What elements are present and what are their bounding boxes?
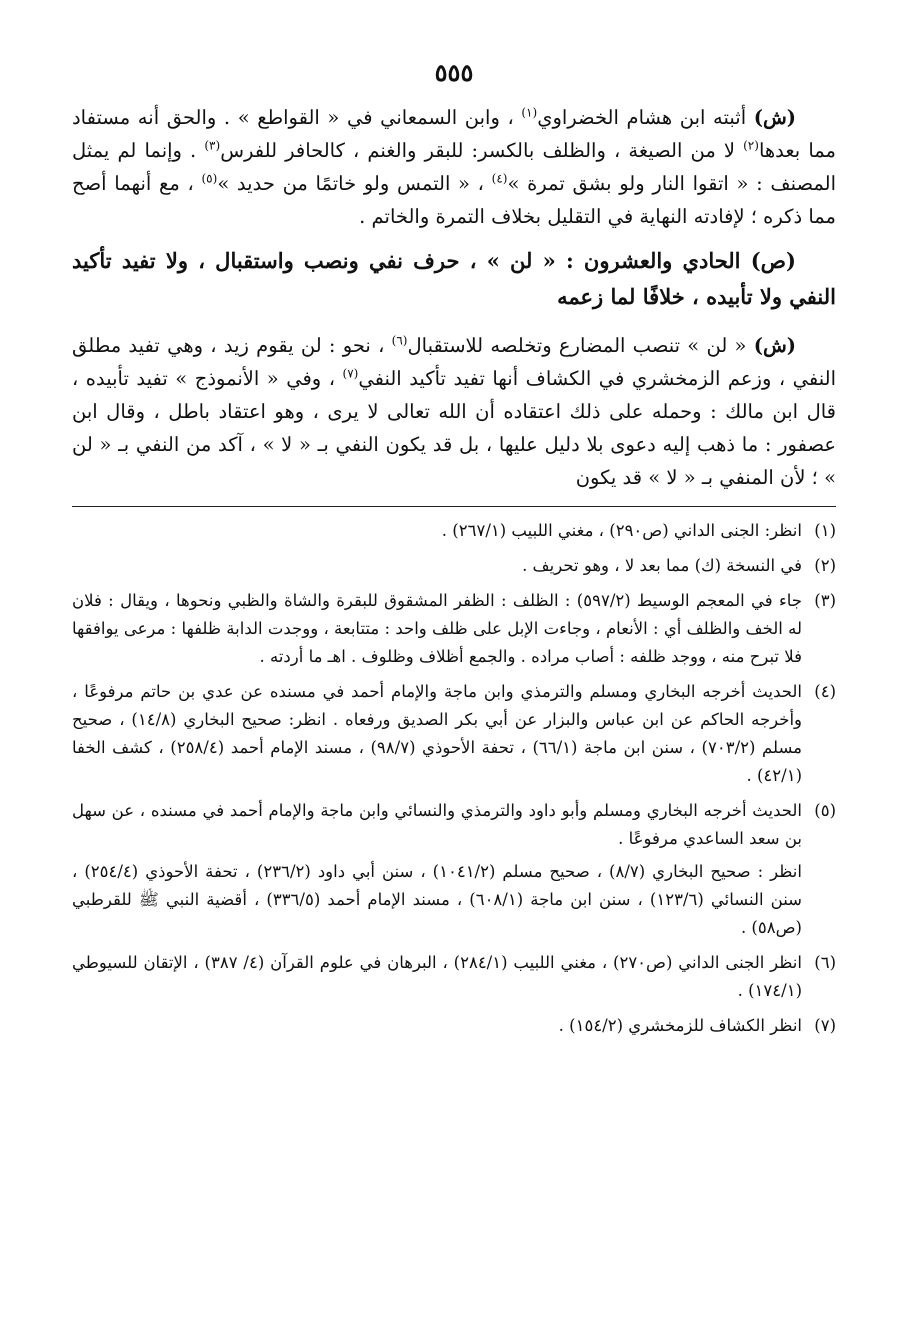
footnote-number: (٥) [814,801,836,820]
text-segment: « لن » تنصب المضارع وتخلصه للاستقبال [407,334,754,357]
text-segment: ، نحو : لن يقوم زيد ، وهي تفيد مطلق النفي ، وزعم الزمخشري في الكشاف أنها تفيد تأكيد النفي [72,334,837,390]
footnote-separator [72,506,836,507]
footnote-5 [72,797,836,853]
footnote-ref-2[interactable]: (٢) [743,138,759,153]
footnote-text: في النسخة (ك) مما بعد لا ، وهو تحريف . [522,556,802,575]
matn-text: الحادي والعشرون : « لن » ، حرف نفي ونصب واستقبال ، ولا تفيد تأكيد النفي ولا تأبيده ، خلافًا لما زعمه [72,248,836,309]
footnote-1 [72,517,836,545]
text-segment: لا من الصيغة ، والظلف بالكسر: للبقر والغنم ، كالحافر للفرس [220,139,744,162]
footnote-text: جاء في المعجم الوسيط (٥٩٧/٢) : الظلف : الظفر المشقوق للبقرة والشاة والظبي ونحوها ، ويقال : فلان له الخف والظلف أي : الأنعام ، وجاءت الإبل على ظلف واحد : متتابعة ، ووجدت الدابة ظلفها : مرعى يوافقها فلا تبرح منه ، ووجد ظلفه : أصاب مراده . والجمع أظلاف وظلوف . اهـ ما أردته . [72,591,802,666]
matn-mark: (ص) [750,248,796,273]
text-segment: ، وفي « الأنموذج » تفيد تأبيده ، قال ابن مالك : وحمله على ذلك اعتقاده أن الله تعالى لا يرى ، وهو اعتقاد باطل ، وقال ابن عصفور : ما ذهب إليه دعوى بلا دليل عليها ، بل قد يكون النفي بـ « لا » ، آكد من النفي بـ « لن » ؛ لأن المنفي بـ « لا » قد يكون [72,367,836,489]
footnote-7 [72,1012,836,1040]
commentary-paragraph-1 [72,101,836,233]
book-page [72,58,836,1047]
footnote-text: انظر الجنى الداني (ص٢٧٠) ، مغني اللبيب (٢٨٤/١) ، البرهان في علوم القرآن (٤/ ٣٨٧) ، الإتقان للسيوطي (١٧٤/١) . [72,953,802,1000]
footnote-2 [72,552,836,580]
footnote-number: (٣) [814,591,836,610]
footnotes-list [72,517,836,1040]
text-segment: أثبته ابن هشام الخضراوي [537,106,754,129]
text-segment: ، مع أنهما أصح مما ذكره ؛ لإفادته النهاية في التقليل بخلاف التمرة والخاتم . [72,172,836,228]
footnote-text: انظر: الجنى الداني (ص٢٩٠) ، مغني اللبيب (٢٦٧/١) . [441,521,802,540]
text-segment: . وإنما لم يمثل المصنف : « اتقوا النار ولو بشق تمرة » [72,139,836,195]
footnote-5-sources [72,858,836,942]
footnote-number: (٢) [814,556,836,575]
footnote-number: (١) [814,521,836,540]
footnote-4 [72,678,836,790]
footnote-number: (٦) [814,953,836,972]
footnote-ref-7[interactable]: (٧) [342,366,359,381]
commentary-mark: (ش) [753,106,796,129]
footnote-number: (٧) [814,1016,836,1035]
commentary-mark: (ش) [753,334,796,357]
footnote-text: الحديث أخرجه البخاري ومسلم والترمذي وابن ماجة والإمام أحمد في مسنده عن عدي بن حاتم مرفوعًا ، وأخرجه الحاكم عن ابن عباس والبزار عن أبي بكر الصديق ورفعاه . انظر: صحيح البخاري (١٤/٨) ، صحيح مسلم (٧٠٣/٢) ، سنن ابن ماجة (٦٦/١) ، تحفة الأحوذي (٩٨/٧) ، مسند الإمام أحمد (٢٥٨/٤) ، كشف الخفا (٤٢/١) . [72,682,803,785]
footnote-number: (٤) [814,682,836,701]
text-segment: ، وابن السمعاني في « القواطع » . والحق أنه مستفاد مما بعدها [72,106,836,162]
footnote-ref-6[interactable]: (٦) [391,333,408,348]
footnote-text: انظر : صحيح البخاري (٨/٧) ، صحيح مسلم (١٠٤١/٢) ، سنن أبي داود (٢٣٦/٢) ، تحفة الأحوذي (٢٥٤/٤) ، سنن النسائي (١٢٣/٦) ، سنن ابن ماجة (٦٠٨/١) ، مسند الإمام أحمد (٣٣٦/٥) ، أقضية النبي ﷺ للقرطبي (ص٥٨) . [72,862,803,937]
footnote-6 [72,949,836,1005]
footnote-ref-4[interactable]: (٤) [491,171,508,186]
matn-heading [72,243,836,315]
footnote-ref-1[interactable]: (١) [521,105,538,120]
text-segment: ، « التمس ولو خاتمًا من حديد » [217,172,492,195]
footnote-text: الحديث أخرجه البخاري ومسلم وأبو داود والترمذي والنسائي وابن ماجة والإمام أحمد في مسنده ، عن سهل بن سعد الساعدي مرفوعًا . [72,801,802,848]
commentary-paragraph-2 [72,329,836,494]
footnote-text: انظر الكشاف للزمخشري (١٥٤/٢) . [558,1016,802,1035]
footnote-ref-3[interactable]: (٣) [204,138,221,153]
footnote-3 [72,587,836,671]
footnote-ref-5[interactable]: (٥) [201,171,218,186]
page-number: ٥٥٥ [434,58,474,87]
